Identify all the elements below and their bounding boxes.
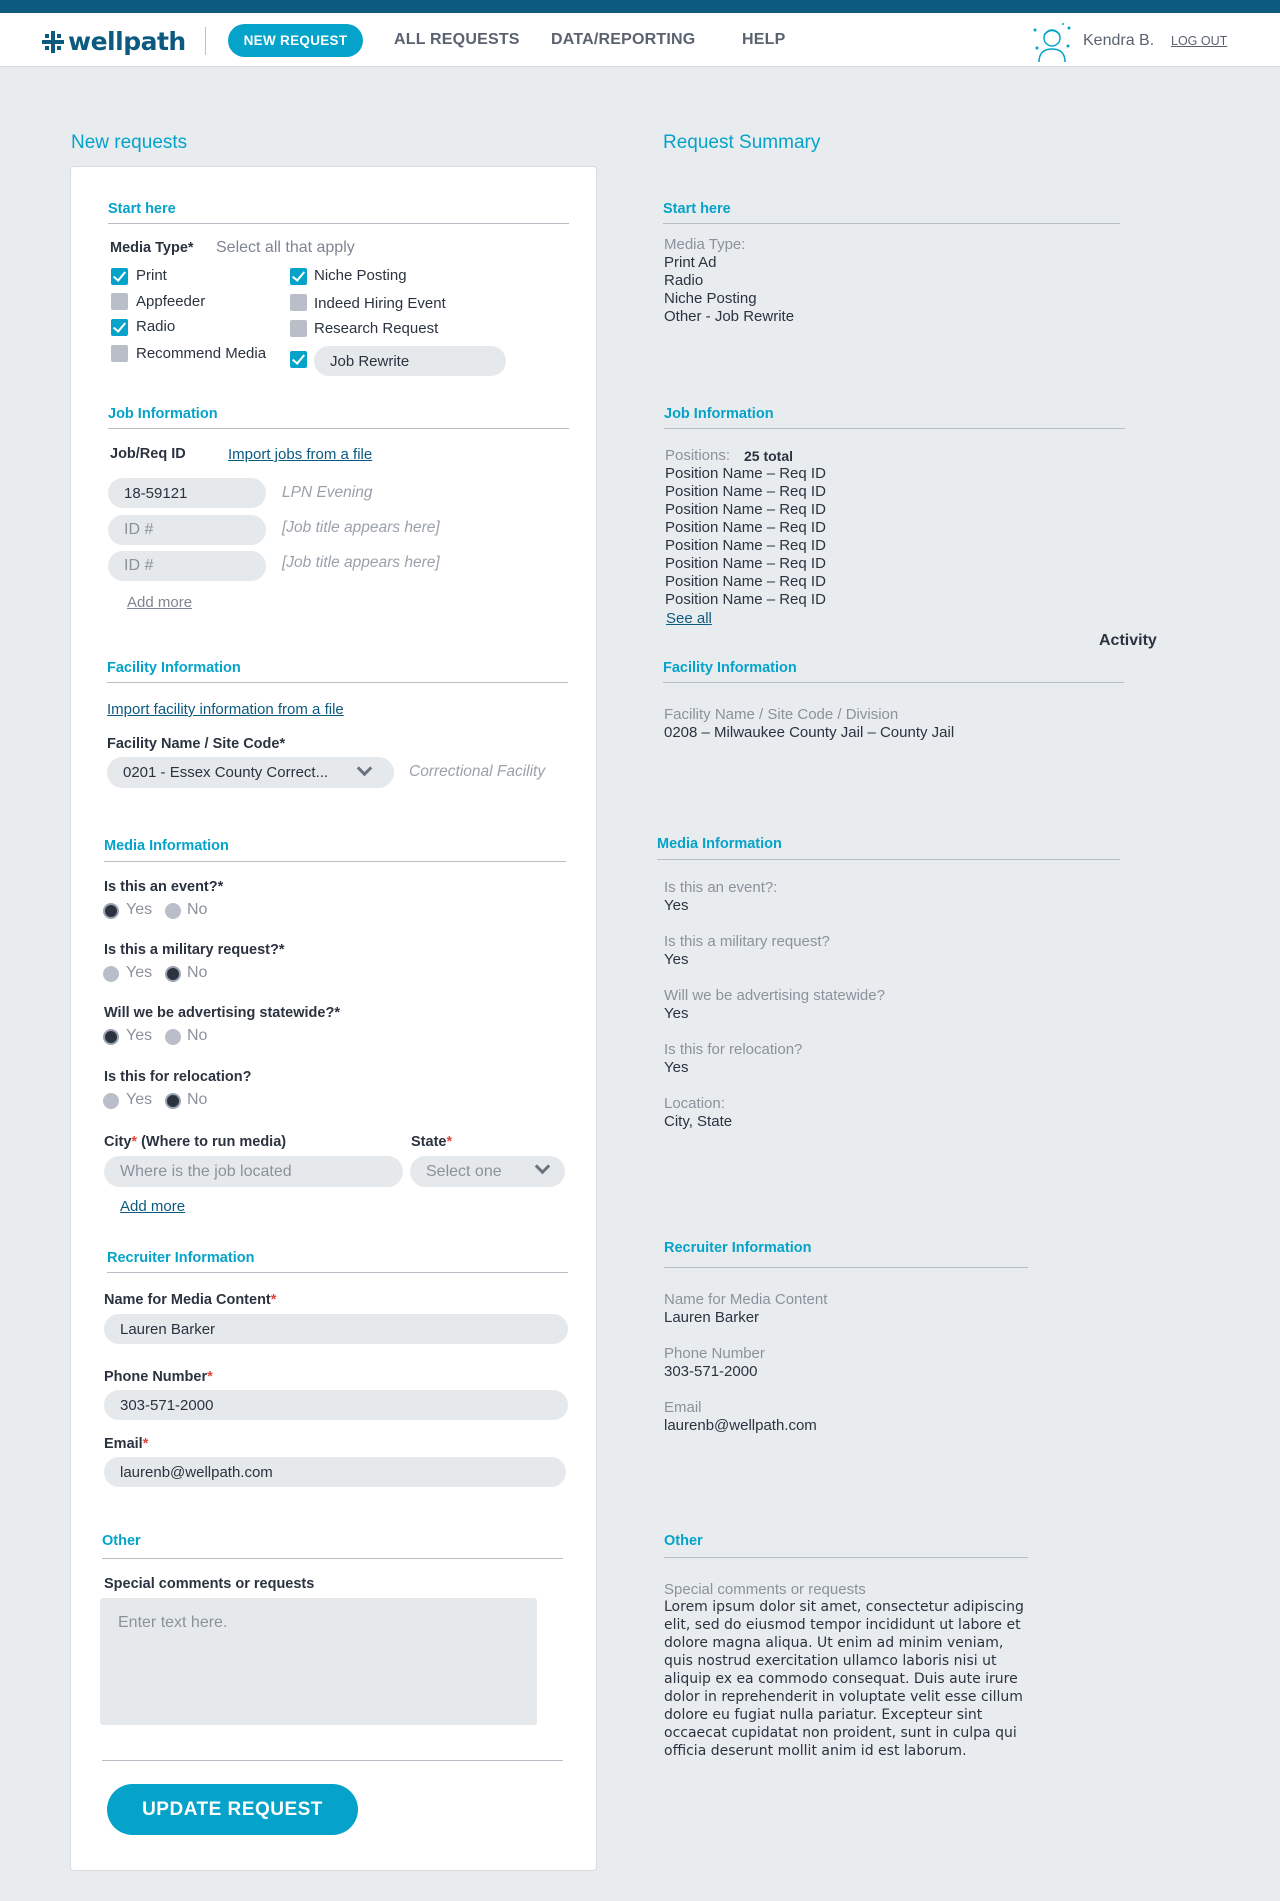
question-statewide-label: Will we be advertising statewide?* (104, 1005, 340, 1021)
summary-media-type-label: Media Type: (664, 236, 746, 253)
section-divider (664, 428, 1125, 429)
facility-select[interactable] (107, 757, 394, 788)
radio-event-no[interactable] (165, 903, 181, 919)
summary-recruiter-label: Name for Media Content (664, 1291, 828, 1308)
user-name: Kendra B. (1083, 32, 1155, 49)
job-title-1: LPN Evening (282, 484, 373, 501)
app-header (0, 13, 1280, 67)
section-divider (104, 861, 566, 862)
nav-all-requests[interactable]: ALL REQUESTS (394, 31, 520, 48)
summary-section-recruiter-information: Recruiter Information (664, 1240, 812, 1256)
job-title-2: [Job title appears here] (282, 519, 440, 536)
required-mark: * (142, 1436, 149, 1452)
summary-media-q-value: Yes (664, 1059, 689, 1076)
summary-position-item: Position Name – Req ID (665, 483, 826, 500)
summary-comments-label: Special comments or requests (664, 1581, 866, 1598)
summary-title: Request Summary (663, 132, 821, 153)
summary-position-item: Position Name – Req ID (665, 555, 826, 572)
city-label-text: City (104, 1134, 132, 1150)
section-divider (108, 428, 569, 429)
section-divider (657, 859, 1120, 860)
state-label (411, 1134, 452, 1150)
logo-cross-icon (42, 31, 64, 53)
required-mark: * (207, 1369, 213, 1385)
summary-comments-text: Lorem ipsum dolor sit amet, consectetur adipiscing elit, sed do eiusmod tempor incididunt ut labore et dolore magna aliqua. Ut enim ad minim veniam, quis nostrud exercitation ullamco laboris nisi ut aliquip ex ea commodo consequat. Duis aute irure dolor in reprehenderit in voluptate velit esse cillum dolore eu fugiat nulla pariatur. Excepteur sint occaecat cupidatat non proident, sunt in culpa qui officia deserunt mollit anim id est laborum. (664, 1599, 1024, 1759)
summary-section-facility-information: Facility Information (663, 660, 797, 676)
summary-position-item: Position Name – Req ID (665, 501, 826, 518)
summary-media-type-item: Radio (664, 272, 704, 289)
phone-input[interactable]: 303-571-2000 (104, 1390, 568, 1420)
radio-relocation-no[interactable] (165, 1093, 181, 1109)
radio-label-no: No (187, 1091, 208, 1108)
recruiter-name-label (104, 1292, 276, 1308)
radio-military-no[interactable] (165, 966, 181, 982)
recruiter-name-input[interactable]: Lauren Barker (104, 1314, 568, 1344)
update-request-button[interactable]: UPDATE REQUEST (107, 1784, 358, 1835)
phone-label (104, 1369, 213, 1385)
user-avatar-icon[interactable] (1030, 20, 1074, 64)
checkbox-label-indeed-hiring-event: Indeed Hiring Event (314, 295, 446, 312)
summary-media-q-label: Is this a military request? (664, 933, 830, 950)
checkbox-print[interactable] (111, 268, 128, 285)
radio-event-yes[interactable] (103, 903, 119, 919)
summary-media-q-label: Will we be advertising statewide? (664, 987, 885, 1004)
summary-positions-label: Positions: (665, 447, 731, 464)
logout-link[interactable]: LOG OUT (1171, 34, 1228, 48)
summary-media-type-item: Other - Job Rewrite (664, 308, 795, 325)
state-label-text: State (411, 1134, 447, 1150)
summary-recruiter-value: 303-571-2000 (664, 1363, 758, 1380)
summary-recruiter-label: Email (664, 1399, 702, 1416)
radio-label-no: No (187, 901, 208, 918)
checkbox-indeed-hiring-event[interactable] (290, 294, 307, 311)
facility-select-value: 0201 - Essex County Correct... (123, 764, 329, 781)
wellpath-logo[interactable] (42, 27, 186, 56)
summary-facility-label: Facility Name / Site Code / Division (664, 706, 899, 723)
summary-media-q-value: Yes (664, 897, 689, 914)
question-relocation-label: Is this for relocation? (104, 1069, 252, 1085)
other-media-input[interactable]: Job Rewrite (314, 346, 506, 376)
summary-positions-total: 25 total (744, 448, 794, 464)
summary-facility-value: 0208 – Milwaukee County Jail – County Jail (664, 724, 955, 741)
summary-media-q-value: Yes (664, 1005, 689, 1022)
required-mark: * (446, 1134, 453, 1150)
comments-textarea[interactable]: Enter text here. (100, 1598, 537, 1725)
section-divider (663, 682, 1124, 683)
summary-recruiter-value: laurenb@wellpath.com (664, 1417, 817, 1434)
section-divider (107, 1272, 568, 1273)
summary-section-start-here: Start here (663, 201, 731, 217)
logo-text: wellpath (68, 27, 186, 56)
checkbox-recommend-media[interactable] (111, 345, 128, 362)
add-more-jobs-link[interactable]: Add more (127, 594, 193, 611)
form-section-other: Other (102, 1533, 141, 1549)
radio-relocation-yes[interactable] (103, 1093, 119, 1109)
phone-label-text: Phone Number (104, 1369, 208, 1385)
radio-label-yes: Yes (126, 964, 153, 981)
section-divider (107, 682, 568, 683)
summary-media-q-label: Is this for relocation? (664, 1041, 803, 1058)
section-divider (102, 1558, 563, 1559)
summary-media-type-item: Print Ad (664, 254, 717, 271)
summary-position-item: Position Name – Req ID (665, 519, 826, 536)
summary-position-item: Position Name – Req ID (665, 591, 826, 608)
summary-see-all-link[interactable]: See all (666, 610, 712, 627)
checkbox-label-appfeeder: Appfeeder (136, 293, 206, 310)
summary-position-item: Position Name – Req ID (665, 465, 826, 482)
required-mark: * (270, 1292, 277, 1308)
radio-label-yes: Yes (126, 901, 153, 918)
checkbox-research-request[interactable] (290, 320, 307, 337)
radio-military-yes[interactable] (103, 966, 119, 982)
job-req-id-label: Job/Req ID (110, 446, 186, 462)
city-label (104, 1134, 286, 1150)
radio-label-no: No (187, 1027, 208, 1044)
comments-label: Special comments or requests (104, 1576, 315, 1592)
form-section-recruiter-information: Recruiter Information (107, 1250, 255, 1266)
facility-name-label: Facility Name / Site Code* (107, 736, 286, 752)
add-more-locations-link[interactable]: Add more (120, 1198, 186, 1215)
form-section-job-information: Job Information (108, 406, 218, 422)
summary-media-q-label: Is this an event?: (664, 879, 778, 896)
form-title: New requests (71, 132, 188, 153)
facility-type: Correctional Facility (409, 763, 546, 780)
email-label-text: Email (104, 1436, 143, 1452)
checkbox-radio[interactable] (111, 319, 128, 336)
summary-position-item: Position Name – Req ID (665, 537, 826, 554)
checkbox-label-research-request: Research Request (314, 320, 439, 337)
city-input[interactable]: Where is the job located (104, 1156, 403, 1187)
summary-recruiter-label: Phone Number (664, 1345, 765, 1362)
job-id-input-3[interactable]: ID # (108, 551, 266, 581)
media-type-hint: Select all that apply (216, 239, 355, 256)
city-label-suffix: (Where to run media) (137, 1134, 287, 1150)
section-divider (108, 223, 569, 224)
summary-media-q-value: Yes (664, 951, 689, 968)
radio-label-no: No (187, 964, 208, 981)
checkbox-niche-posting[interactable] (290, 268, 307, 285)
form-section-start-here: Start here (108, 201, 176, 217)
required-mark: * (131, 1134, 138, 1150)
checkbox-label-recommend-media: Recommend Media (136, 345, 267, 362)
top-stripe (0, 0, 1280, 13)
form-section-media-information: Media Information (104, 838, 229, 854)
form-bottom-divider (102, 1760, 563, 1761)
recruiter-name-label-text: Name for Media Content (104, 1292, 271, 1308)
section-divider (664, 1557, 1028, 1558)
summary-position-item: Position Name – Req ID (665, 573, 826, 590)
email-label (104, 1436, 148, 1452)
nav-new-request[interactable]: NEW REQUEST (228, 24, 363, 57)
checkbox-label-print: Print (136, 267, 167, 284)
nav-data-reporting[interactable]: DATA/REPORTING (551, 31, 696, 48)
section-divider (663, 223, 1120, 224)
summary-location-label: Location: (664, 1095, 725, 1112)
import-jobs-link[interactable]: Import jobs from a file (228, 446, 373, 463)
checkbox-label-radio: Radio (136, 318, 176, 335)
summary-media-type-item: Niche Posting (664, 290, 757, 307)
nav-help[interactable]: HELP (742, 31, 786, 48)
state-select-placeholder: Select one (426, 1162, 502, 1180)
form-section-facility-information: Facility Information (107, 660, 241, 676)
job-id-input-1[interactable]: 18-59121 (108, 478, 266, 508)
section-divider (664, 1267, 1028, 1268)
header-divider (205, 27, 206, 55)
import-facility-link[interactable]: Import facility information from a file (107, 701, 344, 718)
summary-section-other: Other (664, 1533, 703, 1549)
summary-location-value: City, State (664, 1113, 733, 1130)
question-event-label: Is this an event?* (104, 879, 224, 895)
summary-recruiter-value: Lauren Barker (664, 1309, 760, 1326)
radio-statewide-no[interactable] (165, 1029, 181, 1045)
radio-statewide-yes[interactable] (103, 1029, 119, 1045)
media-type-label: Media Type* (110, 240, 194, 256)
checkbox-label-niche-posting: Niche Posting (314, 267, 407, 284)
radio-label-yes: Yes (126, 1027, 153, 1044)
activity-heading[interactable]: Activity (1099, 632, 1157, 649)
question-military-label: Is this a military request?* (104, 942, 285, 958)
summary-section-media-information: Media Information (657, 836, 782, 852)
job-id-input-2[interactable]: ID # (108, 515, 266, 545)
radio-label-yes: Yes (126, 1091, 153, 1108)
job-title-3: [Job title appears here] (282, 554, 440, 571)
email-input[interactable]: laurenb@wellpath.com (104, 1457, 566, 1487)
checkbox-appfeeder[interactable] (111, 293, 128, 310)
summary-section-job-information: Job Information (664, 406, 774, 422)
checkbox-other[interactable] (290, 351, 307, 368)
